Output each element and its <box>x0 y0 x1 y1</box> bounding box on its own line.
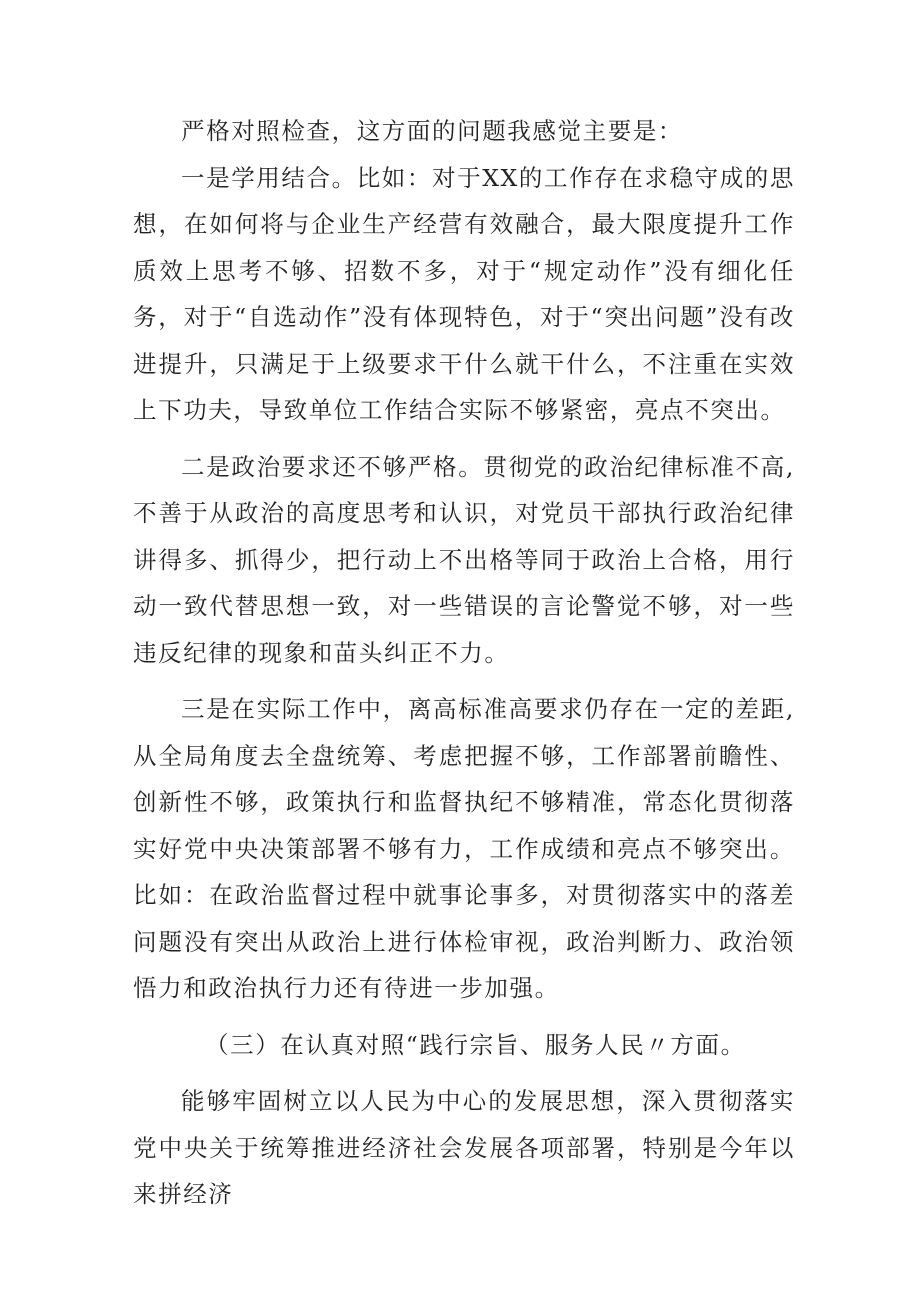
section-heading: （三）在认真对照“践行宗旨、服务人民〃方面。 <box>205 1030 746 1059</box>
paragraph-point-one: 一是学用结合。比如：对于XX的工作存在求稳守成的思想，在如何将与企业生产经营有效融合，最大限度提升工作质效上思考不够、招数不多，对于“规定动作”没有细化任务，对于“自选动作”没有体现特色，对于“突出问题”没有改进提升，只满足于上级要求干什么就干什么，不注重在实效上下功夫，导致单位工作结合实际不够紧密，亮点不突出。 <box>133 163 795 424</box>
paragraph-point-two: 二是政治要求还不够严格。贯彻党的政治纪律标准不高,不善于从政治的高度思考和认识，对党员干部执行政治纪律讲得多、抓得少，把行动上不出格等同于政治上合格，用行动一致代替思想一致，对一些错误的言论警觉不够，对一些违反纪律的现象和苗头纠正不力。 <box>133 452 795 667</box>
paragraph-intro: 严格对照检查，这方面的问题我感觉主要是： <box>181 117 683 145</box>
paragraph-section-body: 能够牢固树立以人民为中心的发展思想，深入贯彻落实党中央关于统筹推进经济社会发展各项部署，特别是今年以来拼经济 <box>133 1087 795 1208</box>
paragraph-point-three: 三是在实际工作中，离高标准高要求仍存在一定的差距,从全局角度去全盘统筹、考虑把握不够，工作部署前瞻性、创新性不够，政策执行和监督执纪不够精准，常态化贯彻落实好党中央决策部署不够有力，工作成绩和亮点不够突出。比如：在政治监督过程中就事论事多，对贯彻落实中的落差问题没有突出从政治上进行体检审视，政治判断力、政治领悟力和政治执行力还有待进一步加强。 <box>133 695 795 1002</box>
document-body <box>133 108 795 1218</box>
